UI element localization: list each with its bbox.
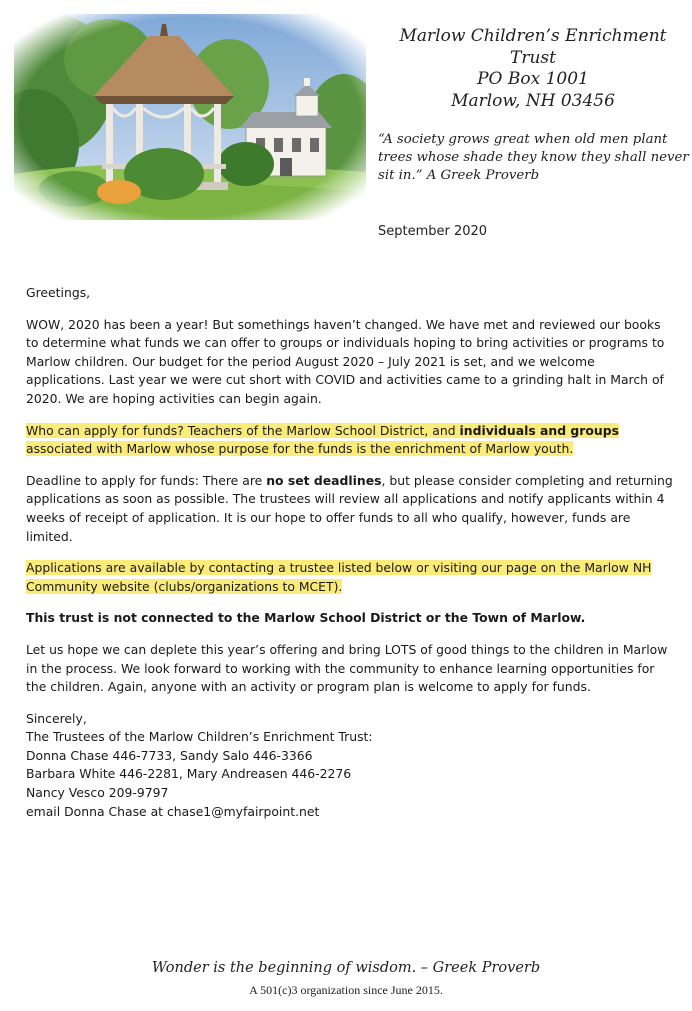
deadline-emphasis: no set deadlines xyxy=(266,472,382,488)
signature-line: Nancy Vesco 209-9797 xyxy=(26,785,169,801)
po-box: PO Box 1001 xyxy=(477,69,589,89)
signature-line: The Trustees of the Marlow Children’s Enrichment Trust: xyxy=(26,729,373,745)
eligibility-emphasis: individuals and groups xyxy=(459,422,619,438)
closing-salutation: Sincerely, xyxy=(26,710,87,726)
eligibility-text-2: associated with Marlow whose purpose for the funds is the enrichment of Marlow youth. xyxy=(26,441,574,457)
greeting: Greetings, xyxy=(26,285,91,300)
deadline-text-1: Deadline to apply for funds: There are xyxy=(26,472,267,488)
footer-organization-note: A 501(c)3 organization since June 2015. xyxy=(249,983,443,997)
paragraph-deadline xyxy=(26,472,676,546)
org-name-line2: Trust xyxy=(510,47,556,68)
signature-line: Barbara White 446-2281, Mary Andreasen 446-2276 xyxy=(26,766,352,782)
signature-block xyxy=(26,710,676,822)
footer-motto: Wonder is the beginning of wisdom. – Greek Proverb xyxy=(151,960,541,976)
deadline-text-2: , but please consider completing and returning applications as soon as possible. The trustees will review all applications and notify applicants within 4 weeks of receipt of application. It is our hope to offer funds to all who qualify, however, funds are limited. xyxy=(26,472,673,544)
letter-body xyxy=(26,284,676,821)
paragraph-eligibility xyxy=(26,422,676,459)
letter-date: September 2020 xyxy=(378,224,488,239)
signature-line: email Donna Chase at chase1@myfairpoint.net xyxy=(26,803,320,819)
paragraph-applications xyxy=(26,559,676,596)
paragraph-intro: WOW, 2020 has been a year! But somethings haven’t changed. We have met and reviewed our books to determine what funds we can offer to groups or individuals hoping to bring activities or programs to Marlow children. Our budget for the period August 2020 – July 2021 is set, and we welcome applications. Last year we were cut short with COVID and activities came to a grinding halt in March of 2020. We are hoping activities can begin again. xyxy=(26,316,665,406)
paragraph-closing-remarks: Let us hope we can deplete this year’s offering and bring LOTS of good things to the children in Marlow in the process. We look forward to working with the community to enhance learning opportunities for the children. Again, anyone with an activity or program plan is welcome to apply for funds. xyxy=(26,641,668,695)
org-name-line1: Marlow Children’s Enrichment xyxy=(399,26,667,46)
city-state-zip: Marlow, NH 03456 xyxy=(451,90,615,111)
signature-line: Donna Chase 446-7733, Sandy Salo 446-3366 xyxy=(26,747,313,763)
greek-proverb-quote: “A society grows great when old men plant trees whose shade they know they shall never sit in.” A Greek Proverb xyxy=(378,132,689,183)
paragraph-disclaimer: This trust is not connected to the Marlow School District or the Town of Marlow. xyxy=(26,610,586,626)
gazebo-church-illustration xyxy=(14,14,366,220)
eligibility-text-1: Who can apply for funds? Teachers of the Marlow School District, and xyxy=(26,422,460,438)
applications-text: Applications are available by contacting a trustee listed below or visiting our page on the Marlow NH Community website (clubs/organizations to MCET). xyxy=(26,560,652,594)
organization-address xyxy=(378,26,688,112)
